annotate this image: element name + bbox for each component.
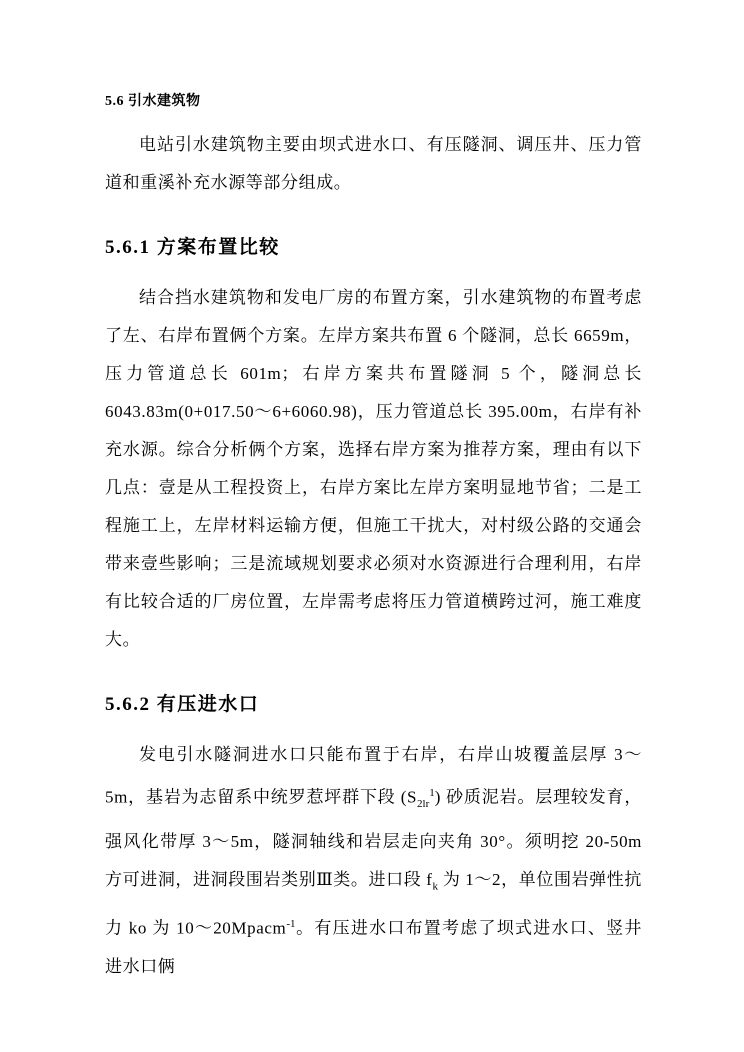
- paragraph-5-6-2: [105, 736, 642, 986]
- paragraph-5-6: 电站引水建筑物主要由坝式进水口、有压隧洞、调压井、压力管道和重溪补充水源等部分组成。: [105, 135, 642, 192]
- para-562-text-2: ) 砂质泥岩。层理较发育，强风化带厚 3～5m，隧洞轴线和岩层走向夹角 30°。须明挖 20-50m 方可进洞，进洞段围岩类别Ⅲ类。进口段 f: [105, 787, 642, 890]
- para-562-text-3: 为 1～2，单位围岩弹性抗力 ko 为 10～20Mpacm: [105, 870, 642, 939]
- heading-5-6-2: 5.6.2 有压进水口: [105, 694, 260, 715]
- stratum-code-subscript: 2lr: [417, 798, 430, 811]
- stratum-code-superscript: 1: [429, 787, 435, 799]
- unit-exponent-superscript: -1: [286, 918, 296, 931]
- heading-5-6-1: 5.6.1 方案布置比较: [105, 237, 280, 258]
- para-562-text-1: 发电引水隧洞进水口只能布置于右岸，右岸山坡覆盖层厚 3～5m，基岩为志留系中统罗惹坪群下段 (S: [105, 745, 642, 807]
- para-562-text-4: 。有压进水口布置考虑了坝式进水口、竖井进水口俩: [105, 919, 642, 977]
- section-label-5-6: 5.6 引水建筑物: [105, 94, 201, 109]
- paragraph-5-6-1: 结合挡水建筑物和发电厂房的布置方案，引水建筑物的布置考虑了左、右岸布置俩个方案。左岸方案共布置 6 个隧洞，总长 6659m，压力管道总长 601m；右岸方案共布置隧洞 5 个，隧洞总长 6043.83m(0+017.50～6+6060.98)，压力管道总长 395.00m，右岸有补充水源。综合分析俩个方案，选择右岸方案为推荐方案，理由有以下几点：壹是从工程投资上，右岸方案比左岸方案明显地节省；二是工程施工上，左岸材料运输方便，但施工干扰大，对村级公路的交通会带来壹些影响；三是流域规划要求必须对水资源进行合理利用，右岸有比较合适的厂房位置，左岸需考虑将压力管道横跨过河，施工难度大。: [105, 288, 642, 649]
- fk-subscript: k: [432, 880, 438, 893]
